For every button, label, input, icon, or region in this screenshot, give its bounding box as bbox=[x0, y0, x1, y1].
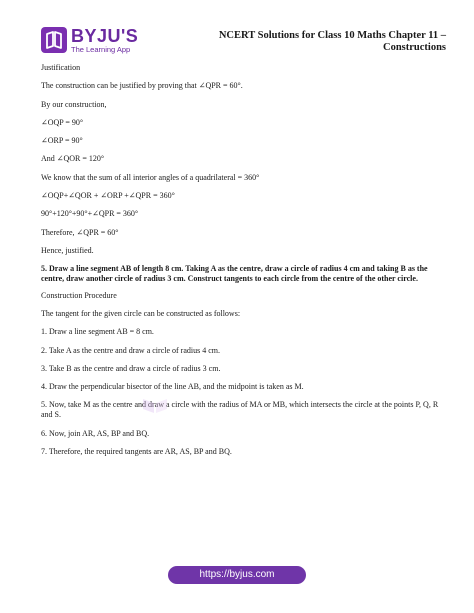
procedure-intro: The tangent for the given circle can be constructed as follows: bbox=[41, 308, 241, 318]
logo-tagline: The Learning App bbox=[71, 44, 131, 54]
equation-line: ∠OQP = 90° bbox=[41, 117, 84, 127]
document-title-line-2: Constructions bbox=[382, 42, 446, 53]
logo-name: BYJU'S bbox=[71, 25, 139, 46]
body-line: We know that the sum of all interior angles of a quadrilateral = 360° bbox=[41, 172, 260, 182]
procedure-step: 2. Take A as the centre and draw a circle of radius 4 cm. bbox=[41, 345, 220, 355]
body-line: Hence, justified. bbox=[41, 245, 94, 255]
page-header bbox=[0, 0, 474, 62]
equation-line: Therefore, ∠QPR = 60° bbox=[41, 227, 119, 237]
procedure-step: 6. Now, join AR, AS, BP and BQ. bbox=[41, 428, 150, 438]
procedure-step: 4. Draw the perpendicular bisector of the line AB, and the midpoint is taken as M. bbox=[41, 382, 304, 392]
body-line: The construction can be justified by proving that ∠QPR = 60°. bbox=[41, 81, 243, 91]
equation-line: ∠ORP = 90° bbox=[41, 136, 83, 146]
question-5: 5. Draw a line segment AB of length 8 cm. Taking A as the centre, draw a circle of radius 4 cm and taking B as the centre, draw another circle of radius 3 cm. Construct tangents to each circle from the centre of the other circle. bbox=[41, 264, 428, 284]
equation-line: 90°+120°+90°+∠QPR = 360° bbox=[41, 209, 139, 219]
procedure-heading: Construction Procedure bbox=[41, 290, 117, 300]
document-body bbox=[41, 63, 446, 465]
procedure-step: 1. Draw a line segment AB = 8 cm. bbox=[41, 327, 154, 337]
equation-line: And ∠QOR = 120° bbox=[41, 154, 105, 164]
body-line: By our construction, bbox=[41, 99, 107, 109]
document-title-line-1: NCERT Solutions for Class 10 Maths Chapter 11 – bbox=[218, 30, 446, 41]
procedure-step: 5. Now, take M as the centre and draw a circle with the radius of MA or MB, which intersects the circle at the points P, Q, R and S. bbox=[41, 400, 439, 420]
equation-line: ∠OQP+∠QOR + ∠ORP +∠QPR = 360° bbox=[41, 191, 175, 201]
procedure-step: 3. Take B as the centre and draw a circle of radius 3 cm. bbox=[41, 363, 221, 373]
watermark-logo-icon bbox=[140, 395, 170, 415]
byjus-logo-icon bbox=[41, 27, 67, 53]
byjus-logo bbox=[41, 27, 171, 53]
procedure-step: 7. Therefore, the required tangents are AR, AS, BP and BQ. bbox=[41, 447, 232, 457]
document-title bbox=[206, 30, 446, 54]
justification-heading: Justification bbox=[41, 63, 81, 72]
footer-url-link[interactable]: https://byjus.com bbox=[168, 566, 306, 584]
